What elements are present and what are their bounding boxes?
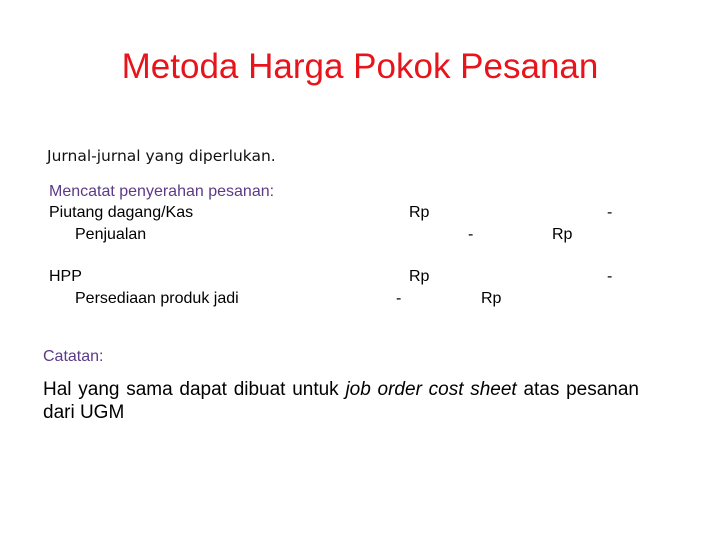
- note-text: [43, 378, 639, 424]
- credit-currency: Rp: [481, 290, 502, 307]
- credit-account: Penjualan: [75, 226, 147, 243]
- note-text-start: Hal yang sama dapat dibuat untuk: [43, 379, 346, 400]
- debit-account: Piutang dagang/Kas: [49, 204, 194, 221]
- debit-currency: Rp: [409, 204, 430, 221]
- note-text-italic: job order cost sheet: [345, 379, 517, 400]
- credit-account: Persediaan produk jadi: [75, 290, 239, 307]
- credit-currency: Rp: [552, 226, 573, 243]
- credit-amount: -: [396, 290, 402, 307]
- journal-heading: Mencatat penyerahan pesanan:: [49, 183, 275, 200]
- debit-currency: Rp: [409, 268, 430, 285]
- slide-title: Metoda Harga Pokok Pesanan: [121, 47, 599, 86]
- note-label: Catatan:: [43, 348, 104, 365]
- debit-account: HPP: [49, 268, 82, 285]
- credit-amount: -: [468, 226, 474, 243]
- slide-subtitle: Jurnal-jurnal yang diperlukan.: [47, 147, 276, 165]
- debit-amount: -: [607, 204, 613, 221]
- debit-amount: -: [607, 268, 613, 285]
- note-text-end: atas pesanan dari UGM: [43, 379, 640, 424]
